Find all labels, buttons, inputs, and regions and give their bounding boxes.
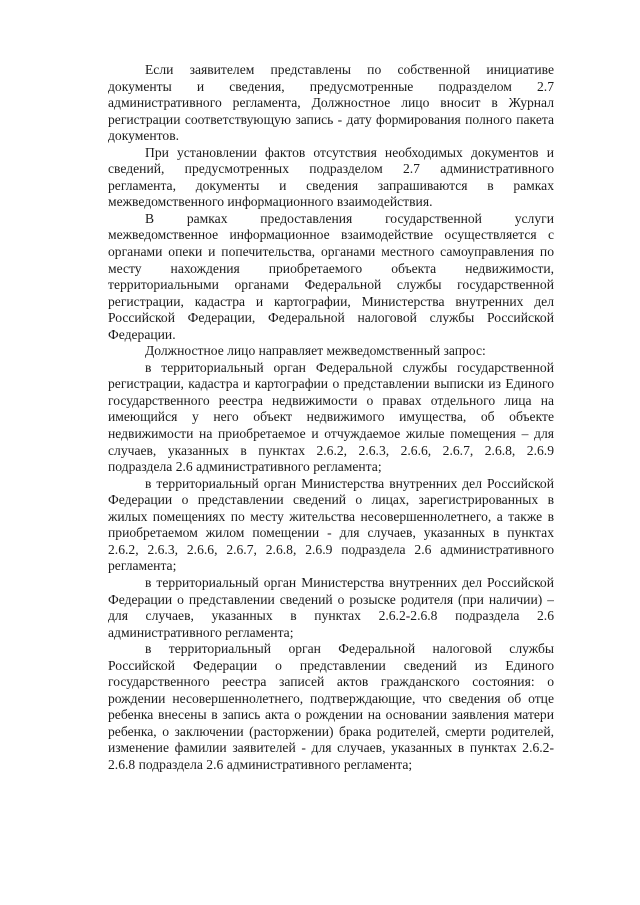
text-line: в территориальный орган Министерства внутренних дел Российской — [145, 475, 554, 491]
paragraph — [108, 476, 554, 575]
text-line: подраздела 2.6 административного регламента; — [108, 459, 382, 475]
text-line: межведомственное информационное взаимодействие осуществляется с — [108, 227, 554, 243]
text-line: в территориальный орган Министерства внутренних дел Российской — [145, 574, 554, 590]
text-line: регистрации, кадастра и картографии о представлении выписки из Единого — [108, 376, 554, 392]
text-line: межведомственного информационного взаимодействия. — [108, 194, 433, 210]
text-line: государственного реестра недвижимости о правах отдельного лица на — [108, 392, 554, 408]
text-line: документы и сведения, предусмотренные подразделом 2.7 — [108, 78, 554, 94]
text-line: Федерации о представлении сведений о лицах, зарегистрированных в — [108, 492, 554, 508]
text-line: территориальными органами Федеральной службы государственной — [108, 277, 554, 293]
text-line: Должностное лицо направляет межведомственный запрос: — [145, 343, 486, 359]
text-line: ребенка внесены в запись акта о рождении на основании заявления матери — [108, 707, 554, 723]
text-line: регистрации, кадастра и картографии, Министерства внутренних дел — [108, 293, 554, 309]
paragraph — [108, 211, 554, 343]
text-line: жилых помещениях по месту жительства несовершеннолетнего, а также в — [108, 508, 554, 524]
text-line: регламента, документы и сведения запрашиваются в рамках — [108, 177, 554, 193]
text-line: В рамках предоставления государственной услуги — [145, 210, 554, 226]
document-page — [108, 62, 554, 774]
text-line: имеющийся у него объект недвижимого имущества, об объекте — [108, 409, 554, 425]
text-line: 2.6.2, 2.6.3, 2.6.6, 2.6.7, 2.6.8, 2.6.9 подраздела 2.6 административного — [108, 541, 554, 557]
text-line: Если заявителем представлены по собственной инициативе — [145, 62, 554, 77]
text-line: регистрации соответствующую запись - дату формирования полного пакета — [108, 111, 554, 127]
paragraph — [108, 62, 554, 145]
text-line: недвижимости на приобретаемое и отчуждаемое жилые помещения – для — [108, 426, 554, 442]
text-line: в территориальный орган Федеральной службы государственной — [145, 359, 554, 375]
text-line: в территориальный орган Федеральной налоговой службы — [145, 641, 554, 657]
text-line: органами опеки и попечительства, органами местного самоуправления по — [108, 244, 554, 260]
text-line: 2.6.8 подраздела 2.6 административного регламента; — [108, 756, 413, 772]
paragraph — [108, 641, 554, 773]
paragraph — [108, 360, 554, 476]
text-line: Российской Федерации о представлении сведений из Единого — [108, 657, 554, 673]
text-line: административного регламента; — [108, 624, 294, 640]
text-line: документов. — [108, 128, 180, 144]
text-line: административного регламента, Должностное лицо вносит в Журнал — [108, 95, 554, 111]
paragraph — [108, 343, 554, 360]
paragraph — [108, 145, 554, 211]
text-line: ребенка, о заключении (расторжении) брака родителей, смерти родителей, — [108, 723, 554, 739]
text-line: Федерации о представлении сведений о розыске родителя (при наличии) – — [108, 591, 554, 607]
text-line: регламента; — [108, 558, 177, 574]
text-line: для случаев, указанных в пунктах 2.6.2-2.6.8 подраздела 2.6 — [108, 608, 554, 624]
text-line: приобретаемом жилом помещении - для случаев, указанных в пунктах — [108, 525, 554, 541]
text-line: Российской Федерации, Федеральной налоговой службы Российской — [108, 310, 554, 326]
text-line: месту нахождения приобретаемого объекта недвижимости, — [108, 260, 554, 276]
text-line: государственного реестра записей актов гражданского состояния: о — [108, 674, 554, 690]
text-line: изменение фамилии заявителей - для случаев, указанных в пунктах 2.6.2- — [108, 740, 554, 756]
text-line: случаев, указанных в пунктах 2.6.2, 2.6.3, 2.6.6, 2.6.7, 2.6.8, 2.6.9 — [108, 442, 554, 458]
paragraph — [108, 575, 554, 641]
text-line: При установлении фактов отсутствия необходимых документов и — [145, 144, 554, 160]
text-line: сведений, предусмотренных подразделом 2.7 административного — [108, 161, 554, 177]
text-line: Федерации. — [108, 326, 176, 342]
text-line: рождении несовершеннолетнего, подтверждающие, что сведения об отце — [108, 690, 554, 706]
